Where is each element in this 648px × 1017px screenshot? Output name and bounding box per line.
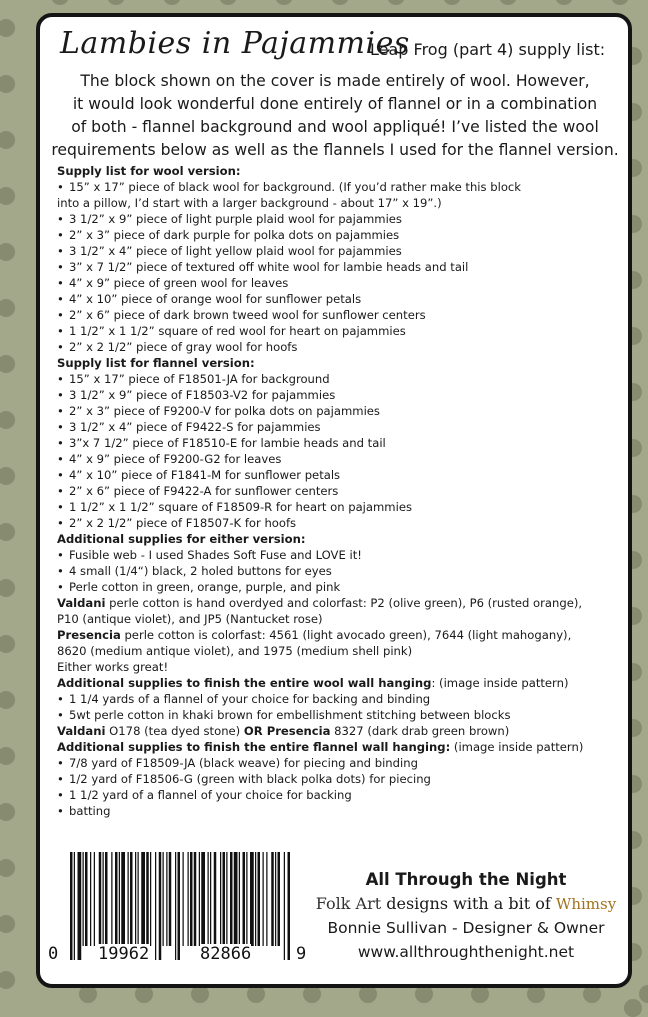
wool-hanging-heading-bold: Additional supplies to finish the entire wool wall hanging [57, 676, 432, 690]
list-item-continued: into a pillow, I’d start with a larger background - about 17” x 19”.) [57, 196, 442, 210]
list-item: • batting [57, 803, 625, 819]
barcode-bar [188, 852, 189, 946]
intro-line: it would look wonderful done entirely of flannel or in a combination [72, 95, 598, 113]
list-item: • 2” x 3” piece of dark purple for polka dots on pajammies [57, 227, 625, 243]
designer-line: Bonnie Sullivan - Designer & Owner [327, 919, 605, 937]
website: www.allthroughthenight.net [357, 943, 575, 961]
background-dot [0, 579, 15, 597]
valdani-brand: Valdani [57, 596, 106, 610]
list-item: • 2” x 6” piece of F9422-A for sunflower centers [57, 483, 625, 499]
list-item: • 3 1/2” x 4” piece of light yellow plaid wool for pajammies [57, 243, 625, 259]
company-name: All Through the Night [365, 870, 567, 889]
background-dot [107, 0, 125, 5]
tagline-whimsy: Whimsy [555, 895, 617, 913]
either-heading: Additional supplies for either version: [57, 532, 306, 546]
background-dot [387, 0, 405, 5]
either-note: Either works great! [57, 660, 169, 674]
list-item: • 1 1/2 yard of a flannel of your choice for backing [57, 787, 625, 803]
thread-brand-1: Valdani [57, 724, 106, 738]
barcode-bar [199, 852, 200, 946]
valdani-text: perle cotton is hand overdyed and colorfast: P2 (olive green), P6 (rusted orange), [105, 596, 583, 610]
flannel-hanging-heading-bold: Additional supplies to finish the entire flannel wall hanging: [57, 740, 451, 754]
pattern-subtitle: Leap Frog (part 4) supply list: [370, 40, 606, 59]
background-dot [0, 467, 15, 485]
thread-brand-2: OR Presencia [243, 724, 331, 738]
intro-paragraph [50, 70, 620, 162]
tagline-folk-art: Folk Art [315, 894, 382, 913]
list-item: • Perle cotton in green, orange, purple, and pink [57, 579, 625, 595]
list-item: • 3” x 7 1/2” piece of textured off white wool for lambie heads and tail [57, 259, 625, 275]
barcode-bar [163, 852, 164, 946]
list-item: • 2” x 2 1/2” piece of gray wool for hoofs [57, 339, 625, 355]
background-dot [0, 523, 15, 541]
list-item: • 1 1/2” x 1 1/2” square of F18509-R for heart on pajammies [57, 499, 625, 515]
barcode-bar [78, 852, 82, 960]
barcode-bar [275, 852, 276, 946]
barcode-bar [155, 852, 156, 960]
background-dot [163, 0, 181, 5]
list-item: • 4” x 9” piece of F9200-G2 for leaves [57, 451, 625, 467]
list-item: • 15” x 17” piece of black wool for background. (If you’d rather make this block [57, 179, 625, 195]
background-dot [0, 915, 15, 933]
title-row [60, 26, 630, 70]
presencia-brand: Presencia [57, 628, 121, 642]
barcode-bar [94, 852, 95, 946]
list-item: • 4” x 10” piece of orange wool for sunflower petals [57, 291, 625, 307]
barcode-bar [288, 852, 291, 960]
background-dot [0, 299, 15, 317]
barcode-digits-group: 82866 [200, 944, 252, 964]
barcode-bar [85, 852, 88, 946]
barcode-bar [234, 852, 238, 946]
list-item: • 4 small (1/4“) black, 2 holed buttons for eyes [57, 563, 625, 579]
barcode-bar [70, 852, 73, 960]
background-dot [0, 803, 15, 821]
company-block [310, 868, 622, 964]
tagline-middle: designs with a bit of [381, 894, 556, 913]
barcode-bar [105, 852, 108, 946]
list-item: • 15” x 17” piece of F18501-JA for background [57, 371, 625, 387]
barcode-bar [243, 852, 246, 946]
barcode-bar [138, 852, 139, 946]
barcode-bar [201, 852, 205, 946]
barcode-bar [128, 852, 129, 946]
list-item: • 3 1/2” x 4” piece of F9422-S for pajammies [57, 419, 625, 435]
flannel-hanging-heading-rest: (image inside pattern) [450, 740, 584, 754]
supply-list [57, 163, 625, 819]
barcode-bar [111, 852, 112, 946]
background-dot [555, 0, 573, 5]
barcode-bar [266, 852, 267, 946]
background-dot [0, 75, 15, 93]
list-item: • 3 1/2” x 9” piece of F18503-V2 for pajammies [57, 387, 625, 403]
barcode-digit: 0 [48, 944, 59, 964]
barcode-bar [90, 852, 91, 946]
background-dot [624, 999, 642, 1017]
barcode-bar [159, 852, 162, 960]
barcode-bar [115, 852, 118, 946]
wool-hanging-heading [57, 675, 625, 691]
valdani-line-continued: P10 (antique violet), and JP5 (Nantucket rose) [57, 612, 323, 626]
list-item: • 4” x 10” piece of F1841-M for sunflower petals [57, 467, 625, 483]
background-dot [0, 411, 15, 429]
background-dot [499, 0, 517, 5]
barcode-bar [255, 852, 256, 946]
barcode-bar [210, 852, 211, 946]
thread-text-1: O178 (tea dyed stone) [105, 724, 244, 738]
background-dot [0, 19, 15, 37]
thread-text-2: 8327 (dark drab green brown) [330, 724, 510, 738]
wool-heading: Supply list for wool version: [57, 164, 241, 178]
list-item: • 1 1/2” x 1 1/2” square of red wool for heart on pajammies [57, 323, 625, 339]
barcode-bar [190, 852, 193, 946]
barcode-bar [208, 852, 209, 946]
presencia-text: perle cotton is colorfast: 4561 (light avocado green), 7644 (light mahogany), [120, 628, 572, 642]
barcode-bar [166, 852, 167, 946]
barcode-bar [169, 852, 172, 946]
list-item: • 7/8 yard of F18509-JA (black weave) for piecing and binding [57, 755, 625, 771]
background-dot [0, 859, 15, 877]
barcode-digits-group: 19962 [98, 944, 150, 964]
background-dot [0, 691, 15, 709]
background-dot [639, 985, 648, 1003]
company-tagline [310, 892, 622, 916]
list-item: • 2” x 2 1/2” piece of F18507-K for hoofs [57, 515, 625, 531]
barcode-bar [214, 852, 217, 946]
wool-hanging-heading-rest: : (image inside pattern) [431, 676, 569, 690]
barcode-bar [99, 852, 102, 946]
list-item: • 5wt perle cotton in khaki brown for embellishment stitching between blocks [57, 707, 625, 723]
barcode-bar [230, 852, 233, 946]
barcode-bar [263, 852, 264, 946]
pattern-title: Lambies in Pajammies [60, 26, 410, 61]
list-item: • 3 1/2” x 9” piece of light purple plaid wool for pajammies [57, 211, 625, 227]
barcode-bar [146, 852, 149, 946]
barcode-bar [178, 852, 181, 960]
list-item: • 1 1/4 yards of a flannel of your choice for backing and binding [57, 691, 625, 707]
background-dot [0, 243, 15, 261]
barcode-bar [271, 852, 274, 946]
barcode-bar [141, 852, 145, 946]
flannel-heading: Supply list for flannel version: [57, 356, 255, 370]
barcode-bar [220, 852, 221, 946]
barcode-bar [194, 852, 197, 946]
list-item: • 2” x 3” piece of F9200-V for polka dots on pajammies [57, 403, 625, 419]
background-dot [275, 0, 293, 5]
background-dot [611, 0, 629, 5]
barcode-bar [150, 852, 151, 946]
background-dot [0, 971, 15, 989]
intro-line: The block shown on the cover is made entirely of wool. However, [80, 72, 590, 90]
presencia-line [57, 627, 625, 643]
barcode-bar [183, 852, 184, 946]
valdani-line [57, 595, 625, 611]
background-dot [443, 0, 461, 5]
barcode-bar [121, 852, 125, 946]
list-item: • 2” x 6” piece of dark brown tweed wool for sunflower centers [57, 307, 625, 323]
barcode-bar [246, 852, 247, 946]
thread-line [57, 723, 625, 739]
barcode-bar [83, 852, 84, 946]
barcode-bar [250, 852, 254, 946]
background-dot [0, 187, 15, 205]
barcode-bar [278, 852, 281, 946]
barcode [48, 852, 310, 972]
barcode-bar [74, 852, 75, 960]
list-item: • 3”x 7 1/2” piece of F18510-E for lambie heads and tail [57, 435, 625, 451]
background-dot [0, 131, 15, 149]
barcode-bar [226, 852, 227, 946]
background-dot [0, 355, 15, 373]
intro-line: of both - flannel background and wool appliqué! I’ve listed the wool [71, 118, 599, 136]
list-item: • 1/2 yard of F18506-G (green with black polka dots) for piecing [57, 771, 625, 787]
flannel-hanging-heading [57, 739, 625, 755]
presencia-line-continued: 8620 (medium antique violet), and 1975 (medium shell pink) [57, 644, 413, 658]
barcode-bar [135, 852, 136, 946]
barcode-bar [103, 852, 104, 946]
barcode-bar [284, 852, 285, 960]
background-dot [0, 635, 15, 653]
barcode-digit: 9 [296, 944, 307, 964]
barcode-bar [119, 852, 120, 946]
background-dot [331, 0, 349, 5]
intro-line: requirements below as well as the flannels I used for the flannel version. [51, 141, 619, 159]
list-item: • Fusible web - I used Shades Soft Fuse and LOVE it! [57, 547, 625, 563]
background-dot [219, 0, 237, 5]
barcode-bar [130, 852, 133, 946]
barcode-bar [175, 852, 176, 960]
barcode-bar [258, 852, 261, 946]
list-item: • 4” x 9” piece of green wool for leaves [57, 275, 625, 291]
barcode-bar [223, 852, 226, 946]
background-dot [51, 0, 69, 5]
background-dot [0, 747, 15, 765]
